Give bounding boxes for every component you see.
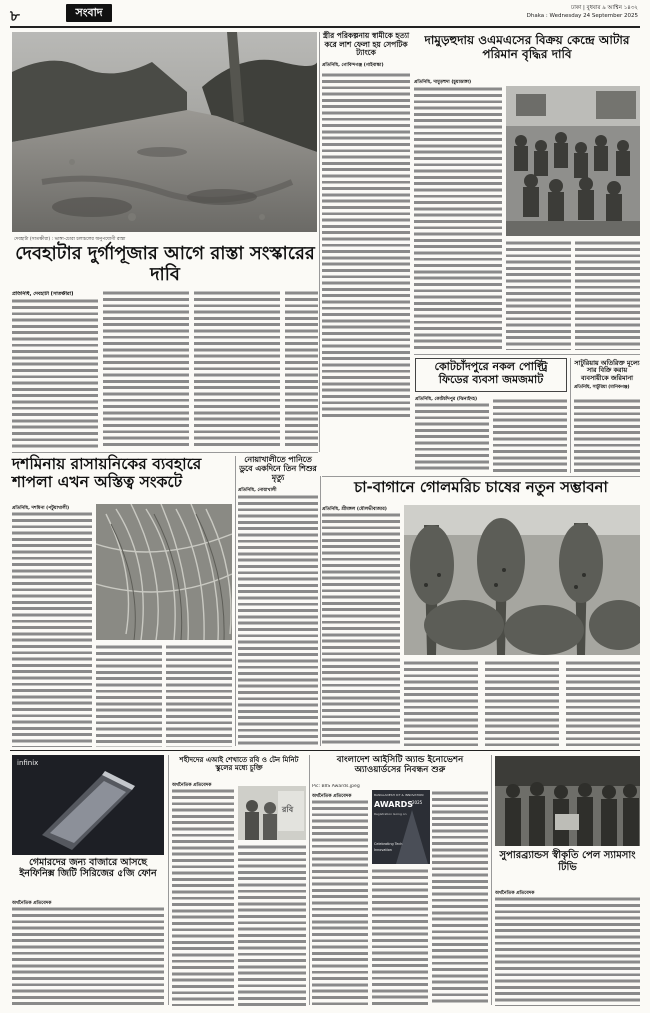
robi-photo	[238, 786, 306, 840]
tea-photo-image	[404, 505, 640, 655]
shapla-body-col2	[96, 644, 162, 747]
oms-photo	[506, 86, 640, 236]
bdict-award-banner	[372, 790, 430, 864]
bdict-caption: Pic: BIIS Awards.jpeg	[312, 784, 360, 789]
road-body-col1	[12, 298, 98, 448]
oms-photo-image	[506, 86, 640, 236]
samsung-headline-box	[495, 850, 640, 886]
road-headline: দেবহাটার দুর্গাপূজার আগে রাস্তা সংস্কারের দাবি	[15, 243, 315, 285]
samsung-headline: সুপারব্র্যান্ডস স্বীকৃতি পেল স্যামসাং টিভি	[499, 850, 636, 873]
tea-photo	[404, 505, 640, 655]
robi-logo-text: রবি	[282, 805, 294, 814]
robi-headline: শহীদদের এআই শেখাতে রবি ও টেন মিনিট স্কুলের মধ্যে চুক্তি	[179, 756, 299, 773]
road-photo-image	[12, 32, 317, 232]
infinix-body	[12, 906, 164, 1006]
oms-headline-box	[414, 34, 640, 76]
poultry-body-col1	[415, 402, 489, 472]
road-photo-caption: দেবহাটা (সাতক্ষীরা) : ভাঙ্গা-চোরা চলাচলের অনুপযোগী রাস্তা	[14, 237, 126, 242]
col-divider-1	[319, 32, 320, 452]
shapla-photo-image	[96, 504, 232, 640]
shapla-top-rule	[12, 452, 318, 453]
shapla-body-col1	[12, 511, 92, 747]
tea-body-col3	[485, 660, 559, 746]
saturia-body	[574, 398, 640, 472]
shapla-headline: দশমিনায় রাসায়নিকের ব্যবহারে শাপলা এখন অস্তিত্ব সংকটে	[12, 455, 202, 491]
shapla-photo	[96, 504, 232, 640]
bdict-headline: বাংলাদেশ আইসিটি অ্যান্ড ইনোভেশন অ্যাওয়ার্ডসের নিবন্ধন শুরু	[336, 755, 464, 775]
col-divider-3	[235, 456, 236, 746]
oms-body-col2	[506, 240, 571, 350]
bdict-award-top: BANGLADESH ICT & INNOVATION	[374, 793, 424, 797]
road-body-col3	[194, 290, 280, 448]
road-headline-box	[12, 244, 318, 288]
bdict-body-col1	[312, 799, 368, 1006]
road-body-col4	[285, 290, 318, 448]
robi-headline-box	[172, 756, 306, 780]
oms-bottom-rule	[414, 354, 640, 355]
saturia-byline: প্রতিনিধি, সাটুরিয়া (মানিকগঞ্জ)	[574, 385, 630, 391]
bdict-body-col2	[372, 868, 428, 1006]
bdict-award-line2: Innovation	[374, 848, 392, 852]
infinix-photo	[12, 755, 164, 855]
col-divider-4	[320, 476, 321, 746]
road-body-col2	[103, 290, 189, 448]
date-en: Dhaka : Wednesday 24 September 2025	[526, 13, 638, 19]
bdict-body-col3	[432, 790, 488, 1006]
tea-byline: প্রতিনিধি, শ্রীমঙ্গল (মৌলভীবাজার)	[322, 507, 387, 512]
infinix-headline: গেমারদের জন্য বাজারে আসছে ইনফিনিক্স জিটি সিরিজের ৫জি ফোন	[19, 857, 157, 879]
robi-byline: অর্থনৈতিক প্রতিবেদক	[172, 783, 212, 788]
shapla-byline: প্রতিনিধি, দশমিনা (পটুয়াখালী)	[12, 506, 70, 511]
tea-body-col1	[322, 512, 400, 746]
noakhali-body	[238, 494, 318, 746]
wife-headline: স্ত্রীর পরিকল্পনায় স্বামীকে হত্যা করে লাশ ফেলা হয় সেপটিক ট্যাংকে	[322, 31, 410, 58]
col-divider-5	[168, 755, 169, 1005]
date-bn: ঢাকা | বুধবার ৯ আশ্বিন ১৪৩২	[571, 5, 638, 11]
robi-body-col2	[238, 844, 306, 1006]
saturia-story	[574, 360, 640, 475]
robi-photo-image	[238, 786, 306, 840]
col-divider-2	[570, 358, 571, 473]
tea-headline-box	[322, 479, 640, 503]
samsung-photo	[495, 756, 640, 846]
poultry-headline: কোটচাঁদপুরে নকল পোল্ট্রি ফিডের ব্যবসা জমজমাট	[434, 360, 548, 386]
bdict-award-year: 2025	[412, 800, 423, 805]
bdict-byline: অর্থনৈতিক প্রতিবেদক	[312, 794, 352, 799]
samsung-photo-image	[495, 756, 640, 846]
masthead-text: সংবাদ	[75, 6, 103, 19]
shapla-body-col3	[166, 644, 232, 747]
road-photo	[12, 32, 317, 232]
infinix-headline-box	[12, 858, 164, 898]
tea-top-rule	[322, 476, 640, 477]
masthead-logo	[66, 4, 112, 22]
tea-body-col4	[566, 660, 640, 746]
infinix-brand-label: infinix	[17, 759, 39, 767]
poultry-body-col2	[493, 398, 567, 472]
noakhali-story	[238, 456, 318, 746]
wife-story	[322, 32, 410, 422]
bdict-headline-box	[312, 756, 488, 782]
samsung-byline: অর্থনৈতিক প্রতিবেদক	[495, 891, 535, 896]
header-rule	[10, 26, 640, 28]
bdict-award-line1: Celebrating Tech	[374, 842, 403, 846]
poultry-byline: প্রতিনিধি, কোটচাঁদপুর (ঝিনাইদহ)	[415, 397, 478, 402]
infinix-byline: অর্থনৈতিক প্রতিবেদক	[12, 901, 52, 906]
saturia-headline: সাটুরিয়ায় অতিরিক্ত মূল্যে সার বিক্রি করায় ব্যবসায়ীকে জরিমানা	[574, 359, 640, 382]
shapla-headline-box	[12, 456, 232, 502]
road-byline: প্রতিনিধি, দেবহাটা (সাতক্ষীরা)	[12, 291, 74, 297]
tea-headline: চা-বাগানে গোলমরিচ চাষের নতুন সম্ভাবনা	[354, 478, 608, 496]
page-header	[10, 4, 640, 24]
robi-body-col1	[172, 788, 234, 1006]
wife-byline: প্রতিনিধি, গোবিন্দগঞ্জ (গাইবান্ধা)	[322, 62, 384, 68]
page-number: ৮	[10, 7, 20, 25]
tea-body-col2	[404, 660, 478, 746]
section-rule	[10, 750, 640, 751]
oms-byline: প্রতিনিধি, দামুড়হুদা (চুয়াডাঙ্গা)	[414, 80, 472, 85]
samsung-body	[495, 896, 640, 1006]
oms-body-col1	[414, 86, 502, 351]
col-divider-7	[491, 755, 492, 1005]
oms-body-col3	[575, 240, 640, 350]
noakhali-byline: প্রতিনিধি, নোয়াখালী	[238, 487, 277, 493]
infinix-photo-image	[12, 755, 164, 855]
wife-body	[322, 72, 410, 417]
bdict-award-big: AWARDS	[374, 800, 414, 809]
col-divider-6	[309, 755, 310, 1005]
poultry-headline-box	[415, 358, 567, 392]
bdict-award-sub: Registration Going on	[374, 812, 407, 816]
noakhali-headline: নোয়াখালীতে পানিতে ডুবে একদিনে তিন শিশুর মৃত্যু	[239, 455, 317, 482]
oms-headline: দামুড়হুদায় ওএমএসের বিক্রয় কেন্দ্রে আটার পরিমান বৃদ্ধির দাবি	[424, 33, 630, 61]
